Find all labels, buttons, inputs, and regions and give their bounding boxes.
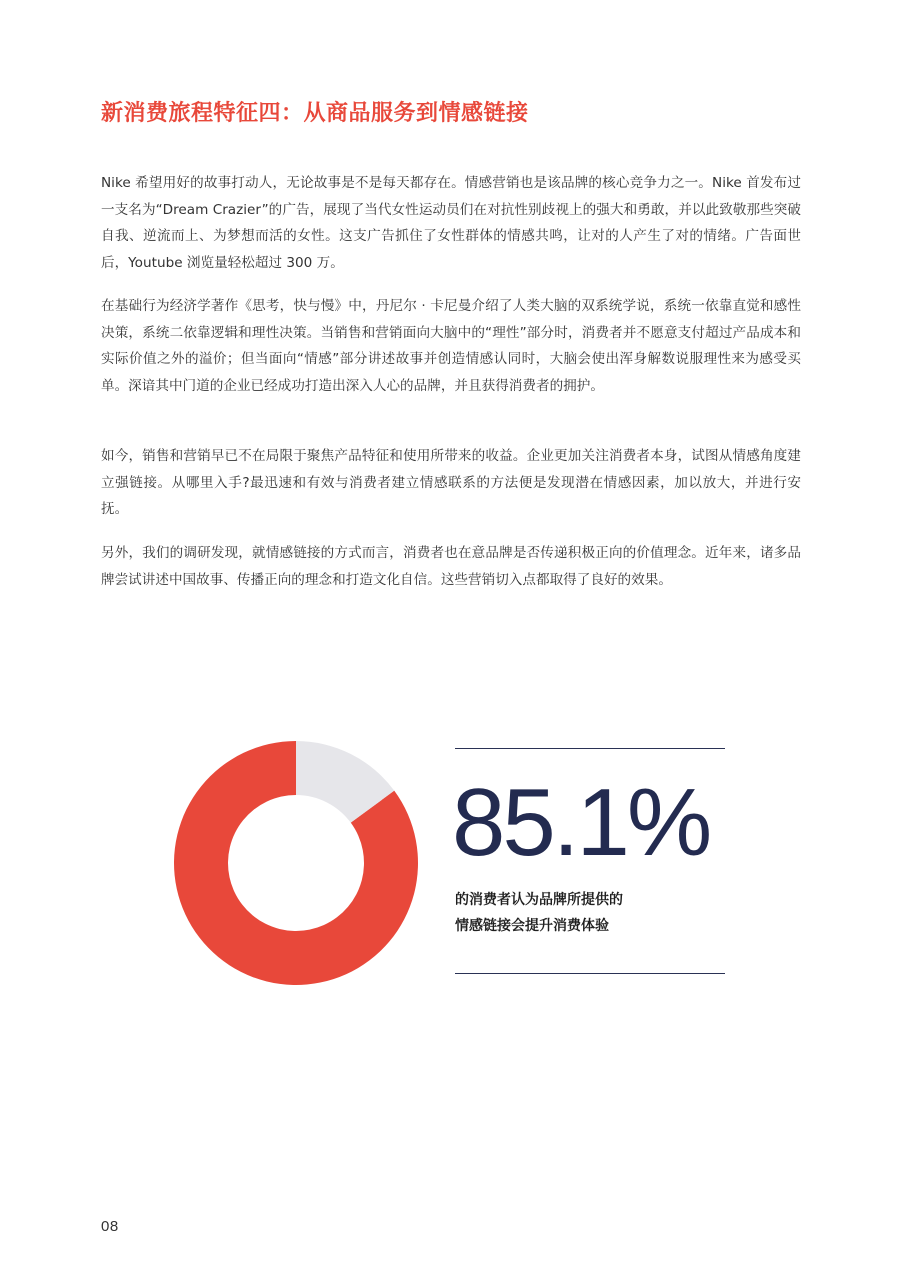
stat-value: 85.1% xyxy=(452,769,710,876)
page-number: 08 xyxy=(101,1218,119,1235)
stat-caption-line2: 情感链接会提升消费体验 xyxy=(455,918,609,934)
stat-top-divider xyxy=(455,748,725,749)
stat-caption-line1: 的消费者认为品牌所提供的 xyxy=(455,892,623,908)
paragraph-behavioral-economics: 在基础行为经济学著作《思考，快与慢》中，丹尼尔 · 卡尼曼介绍了人类大脑的双系统学说，系统一依靠直觉和感性决策，系统二依靠逻辑和理性决策。当销售和营销面向大脑中的“理性”部分时，消费者并不愿意支付超过产品成本和实际价值之外的溢价；但当面向“情感”部分讲述故事并创造情感认同时，大脑会使出浑身解数说服理性来为感受买单。深谙其中门道的企业已经成功打造出深入人心的品牌，并且获得消费者的拥护。 xyxy=(101,298,801,394)
paragraph-nike: Nike 希望用好的故事打动人，无论故事是不是每天都存在。情感营销也是该品牌的核心竞争力之一。Nike 首发布过一支名为“Dream Crazier”的广告，展现了当代女性运动员们在对抗性别歧视上的强大和勇敢，并以此致敬那些突破自我、逆流而上、为梦想而活的女性。这支广告抓住了女性群体的情感共鸣，让对的人产生了对的情绪。广告面世后，Youtube 浏览量轻松超过 300 万。 xyxy=(101,175,801,271)
stat-bottom-divider xyxy=(455,973,725,974)
donut-chart xyxy=(172,739,420,987)
section-title: 新消费旅程特征四：从商品服务到情感链接 xyxy=(101,101,529,126)
paragraph-emotional-link: 如今，销售和营销早已不在局限于聚焦产品特征和使用所带来的收益。企业更加关注消费者本身，试图从情感角度建立强链接。从哪里入手?最迅速和有效与消费者建立情感联系的方法便是发现潜在情感因素，加以放大，并进行安抚。 xyxy=(101,448,801,517)
paragraph-survey-finding: 另外，我们的调研发现，就情感链接的方式而言，消费者也在意品牌是否传递积极正向的价值理念。近年来，诸多品牌尝试讲述中国故事、传播正向的理念和打造文化自信。这些营销切入点都取得了良好的效果。 xyxy=(101,545,801,588)
stat-caption xyxy=(455,887,755,939)
